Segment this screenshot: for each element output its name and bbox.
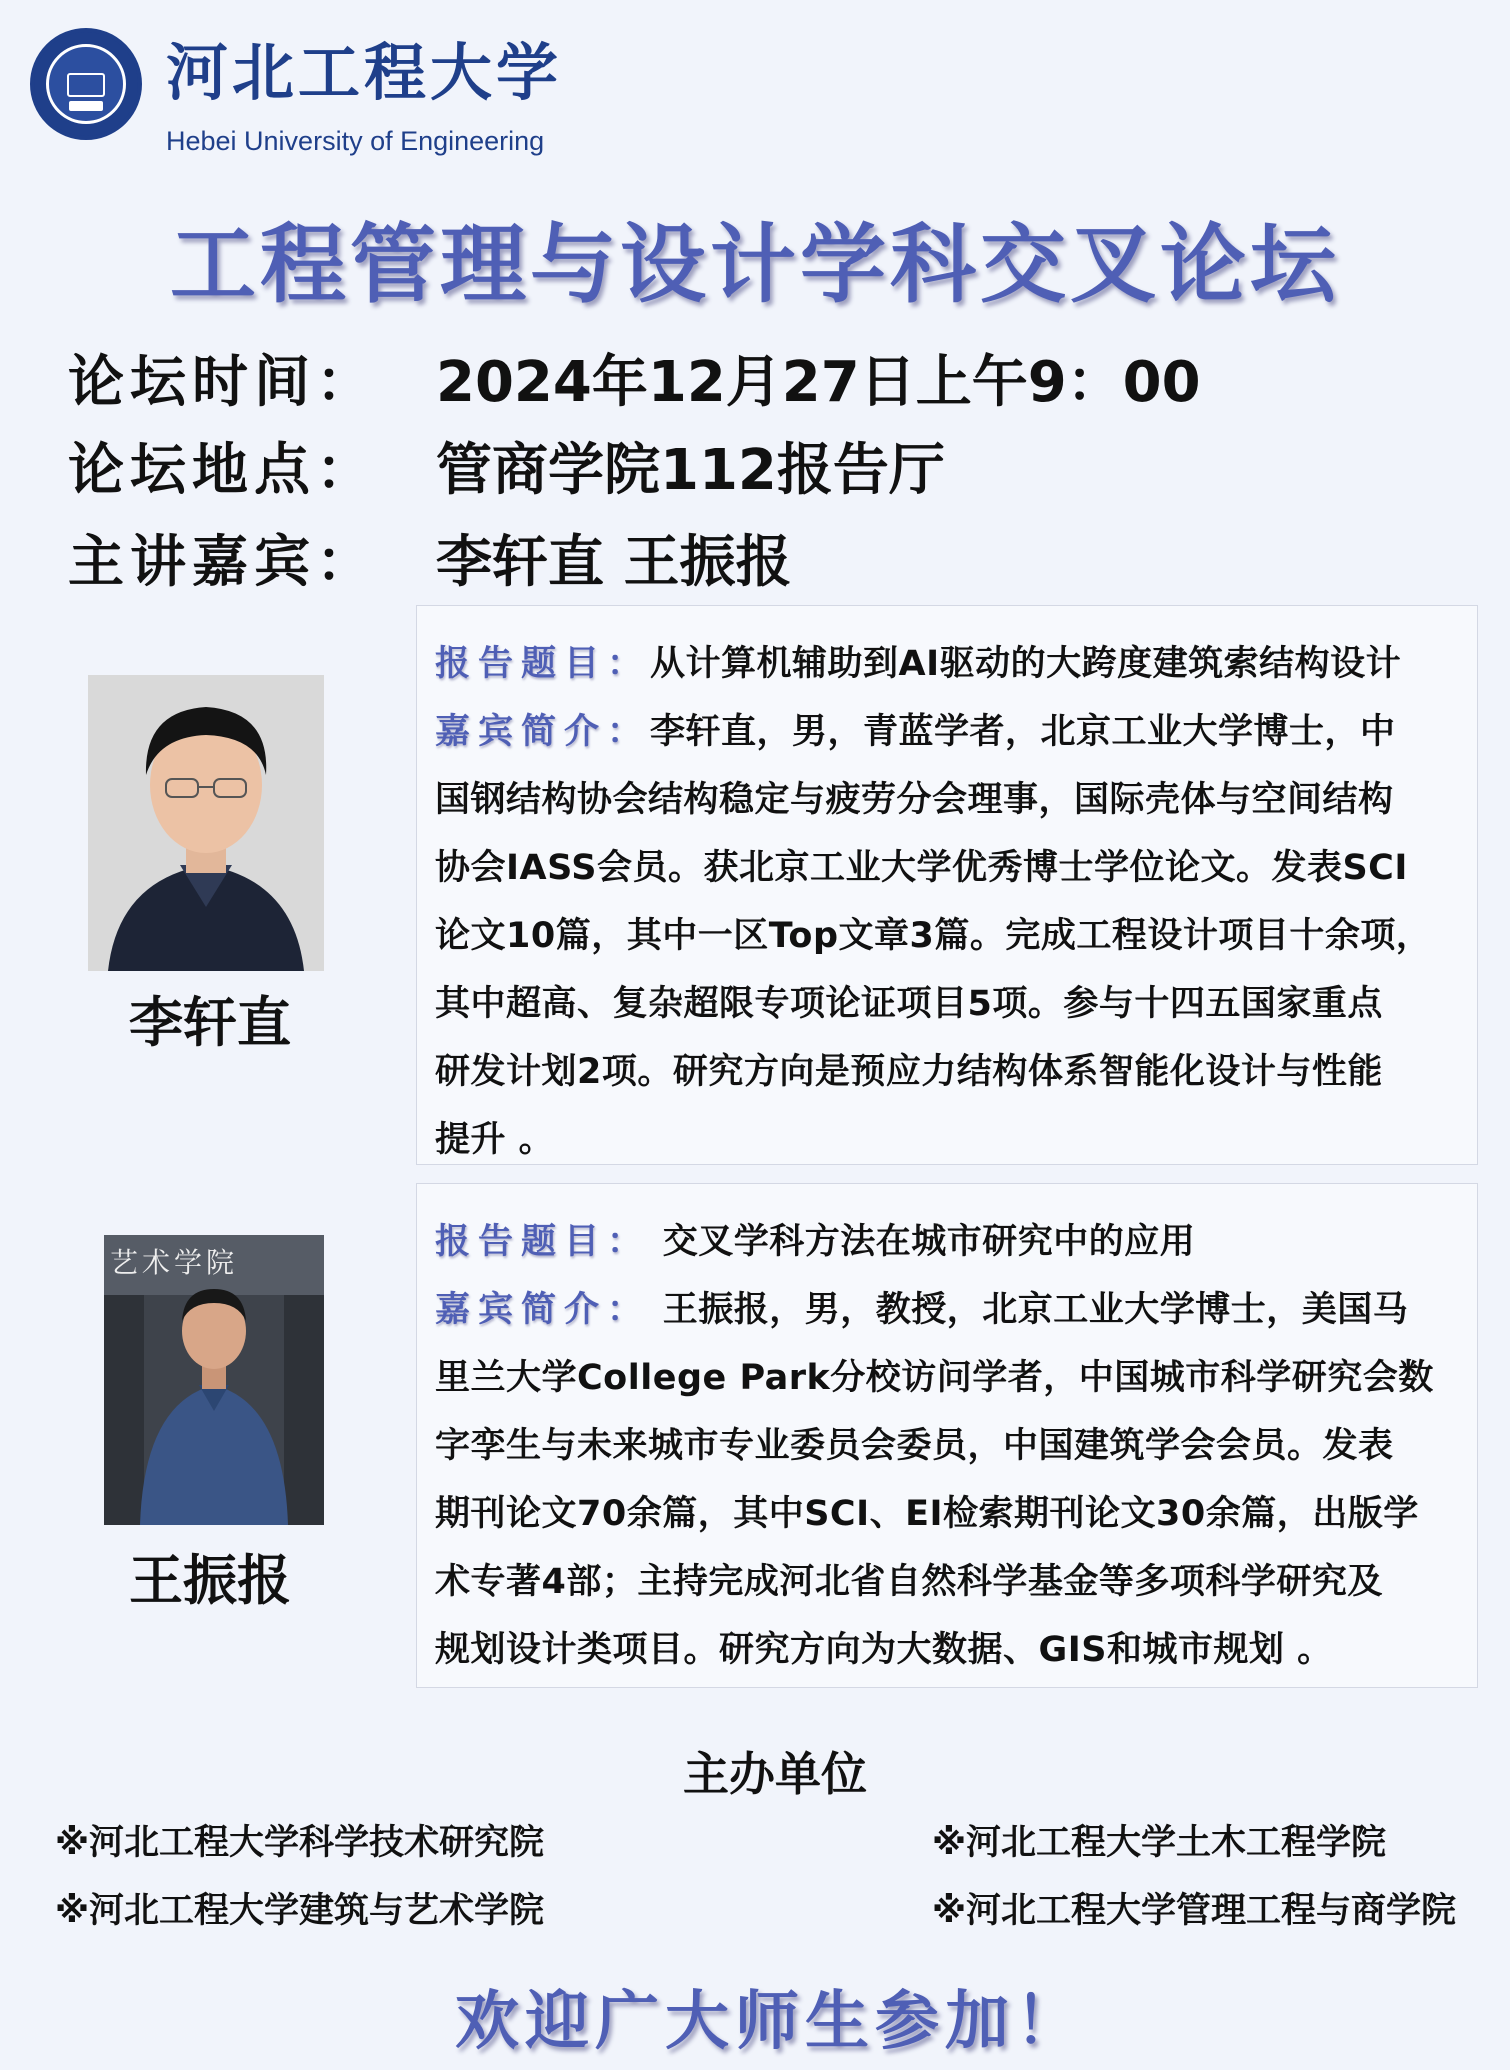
organizers-title: 主办单位 [683, 1747, 867, 1801]
speaker-bio-line [435, 1282, 1465, 1332]
bio-text: 字孪生与未来城市专业委员会委员，中国建筑学会会员。发表 [435, 1426, 1394, 1466]
topic-label: 报告题目： [435, 644, 651, 684]
organizer-item: ※河北工程大学建筑与艺术学院 [55, 1891, 545, 1931]
speaker-name: 王振报 [129, 1549, 291, 1612]
forum-title: 工程管理与设计学科交叉论坛 [170, 215, 1340, 315]
university-seal-icon [30, 28, 142, 140]
info-row-speakers [68, 518, 1368, 595]
organizer-item: ※河北工程大学科学技术研究院 [55, 1823, 545, 1863]
speaker-topic-line [435, 1214, 1465, 1264]
speaker-photo [88, 675, 324, 971]
speaker-card [416, 605, 1478, 1165]
bio-text: 提升 。 [435, 1120, 555, 1160]
bio-text: 里兰大学College Park分校访问学者，中国城市科学研究会数 [435, 1358, 1434, 1398]
info-value: 李轩直 王振报 [436, 530, 792, 595]
bio-text: 论文10篇，其中一区Top文章3篇。完成工程设计项目十余项， [435, 916, 1432, 956]
university-name-cn: 河北工程大学 [166, 36, 563, 109]
bio-text: 协会IASS会员。获北京工业大学优秀博士学位论文。发表SCI [435, 848, 1408, 888]
university-name-en: Hebei University of Engineering [166, 126, 545, 156]
bio-text: 期刊论文70余篇，其中SCI、EI检索期刊论文30余篇，出版学 [435, 1494, 1419, 1534]
topic-label: 报告题目： [435, 1222, 651, 1262]
organizer-item: ※河北工程大学管理工程与商学院 [932, 1891, 1457, 1931]
bio-label: 嘉宾简介： [435, 1290, 651, 1330]
info-value: 管商学院112报告厅 [436, 438, 945, 503]
info-label: 主讲嘉宾： [68, 530, 378, 595]
speaker-card [416, 1183, 1478, 1688]
bio-text: 李轩直，男，青蓝学者，北京工业大学博士，中 [650, 712, 1396, 752]
bio-text: 规划设计类项目。研究方向为大数据、GIS和城市规划 。 [435, 1630, 1333, 1670]
info-label: 论坛地点： [68, 438, 378, 503]
info-value: 2024年12月27日上午9：00 [436, 350, 1201, 415]
info-row-time [68, 338, 1368, 415]
bio-text: 研发计划2项。研究方向是预应力结构体系智能化设计与性能 [435, 1052, 1383, 1092]
info-row-location [68, 426, 1368, 503]
info-label: 论坛时间： [68, 350, 378, 415]
speaker-name: 李轩直 [129, 991, 291, 1054]
bio-text: 术专著4部；主持完成河北省自然科学基金等多项科学研究及 [435, 1562, 1383, 1602]
photo-sign-text: 艺术学院 [110, 1246, 239, 1279]
bio-label: 嘉宾简介： [435, 712, 651, 752]
topic-text: 交叉学科方法在城市研究中的应用 [650, 1222, 1196, 1262]
bio-text: 其中超高、复杂超限专项论证项目5项。参与十四五国家重点 [435, 984, 1383, 1024]
speaker-photo [104, 1235, 324, 1525]
bio-text: 国钢结构协会结构稳定与疲劳分会理事，国际壳体与空间结构 [435, 780, 1394, 820]
bio-text: 王振报，男，教授，北京工业大学博士，美国马 [650, 1290, 1409, 1330]
topic-text: 从计算机辅助到AI驱动的大跨度建筑索结构设计 [650, 644, 1402, 684]
speaker-portrait-icon [88, 675, 324, 971]
speaker-bio-line [435, 704, 1465, 754]
university-header [30, 28, 590, 156]
organizer-item: ※河北工程大学土木工程学院 [932, 1823, 1387, 1863]
welcome-message: 欢迎广大师生参加！ [455, 1985, 1085, 2059]
speaker-topic-line [435, 636, 1465, 686]
